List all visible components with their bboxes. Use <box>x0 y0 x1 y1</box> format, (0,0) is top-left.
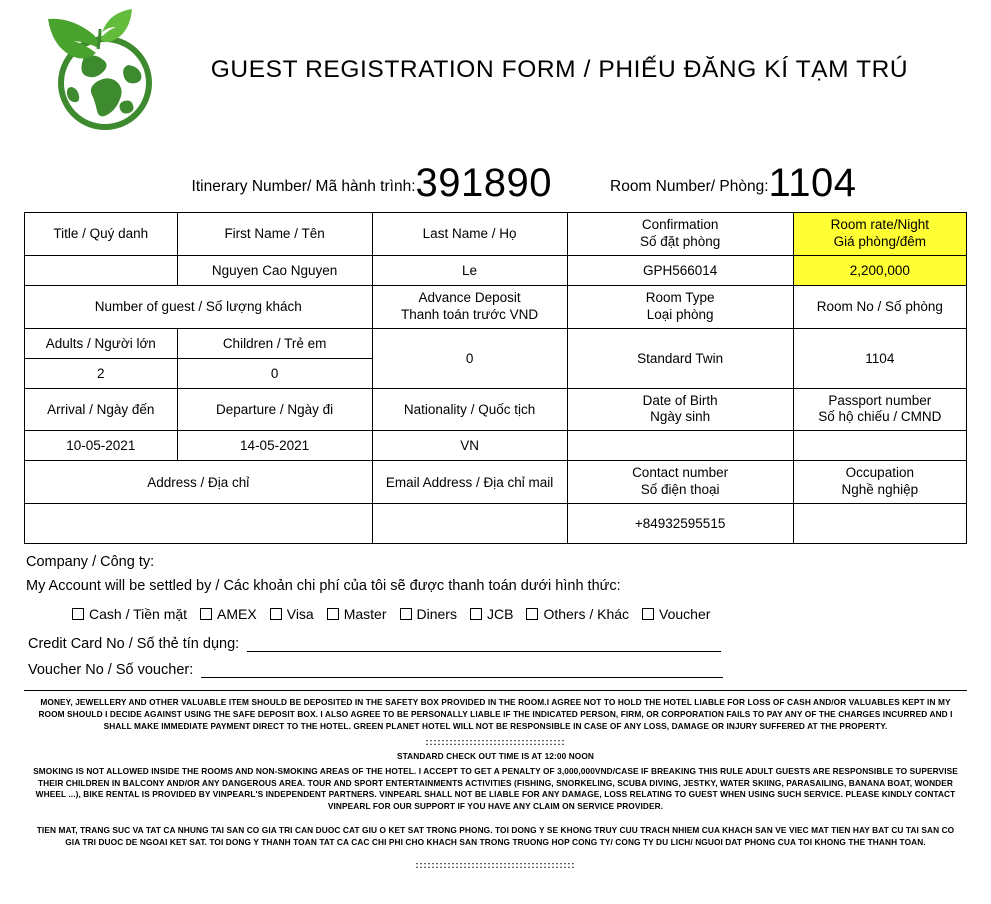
table-row <box>25 431 967 461</box>
voucher-field-row <box>26 662 965 678</box>
terms-paragraph-3: TIEN MAT, TRANG SUC VA TAT CA NHUNG TAI SAN CO GIA TRI CAN DUOC CAT GIU O KET SAT TRONG PHONG. TOI DONG Y SE KHONG TRUY CUU TRACH NHIEM CUA KHACH SAN VE VIEC MAT TIEN HAY BAT CU TAI SAN CO GIA TRI DUOC DE NGOAI KET SAT. TOI DONG Y THANH TOAN TAT CA CAC CHI PHI CHO KHACH SAN TRONG TRUONG HOP CONG TY/ CONG TY DU LICH/ NGUOI DAT PHONG CUA TOI KHONG THE THANH TOAN. <box>36 825 955 847</box>
cell-nationality-header: Nationality / Quốc tịch <box>372 388 567 431</box>
credit-card-label: Credit Card No / Số thẻ tín dụng: <box>28 636 240 652</box>
itinerary-room-line <box>24 146 967 205</box>
cell-deposit-value[interactable]: 0 <box>372 328 567 388</box>
cell-arrival-value[interactable]: 10-05-2021 <box>25 431 178 461</box>
cell-departure-header: Departure / Ngày đi <box>177 388 372 431</box>
passport-header-line2: Số hộ chiếu / CMND <box>818 409 942 425</box>
checkbox-others[interactable] <box>526 606 629 622</box>
checkbox-master[interactable] <box>327 606 387 622</box>
cell-email-header: Email Address / Địa chỉ mail <box>372 461 567 504</box>
itinerary-value: 391890 <box>415 161 552 205</box>
confirmation-header-line1: Confirmation <box>641 217 719 232</box>
terms-paragraph-2: SMOKING IS NOT ALLOWED INSIDE THE ROOMS AND NON-SMOKING AREAS OF THE HOTEL. I ACCEPT TO GET A PENALTY OF 3,000,000VND/CASE IF BREAKING THIS RULE ADULT GUESTS ARE RESPONSIBLE TO SUPERVISE THEIR CHILDREN IN BALCONY AND/OR ANY DANGEROUS AREA. TOUR AND SPORT ENTERTAINMENTS ACTIVITIES (FISHING, SNORKELING, SCUBA DIVING, JESTKY, WATER SKIING, PARASAILING, BANANA BOAT, WONDER WHEEL ...), BIKE RENTAL IS PROVIDED BY VINPEARL'S INDEPENDENT PARTNERS. VINPEARL SHALL NOT BE LIABLE FOR ANY DAMAGE, LOSS RELATING TO GUEST WHEN USING SUCH SERVICE. PLEASE KINDLY CONTACT VINPEARL FOR OUR SUPPORT IF YOU HAVE ANY CLAIM ON SERVICE PROVIDER. <box>33 765 958 812</box>
cell-roomtype-header <box>567 285 793 328</box>
checkbox-label: Others / Khác <box>543 606 630 622</box>
cell-firstname-value[interactable]: Nguyen Cao Nguyen <box>177 255 372 285</box>
roomtype-header-line1: Room Type <box>645 289 715 305</box>
checkbox-box-icon[interactable] <box>400 608 412 620</box>
roomrate-header-line1: Room rate/Night <box>830 217 929 232</box>
checkbox-amex[interactable] <box>200 606 257 622</box>
room-number-value: 1104 <box>768 161 857 205</box>
green-planet-globe-leaf-logo <box>32 5 182 135</box>
cell-contact-header <box>567 461 793 504</box>
cell-deposit-header <box>372 285 567 328</box>
cell-address-header: Address / Địa chỉ <box>25 461 373 504</box>
cell-email-value[interactable] <box>372 504 567 544</box>
occupation-header-line1: Occupation <box>845 465 914 481</box>
checkbox-cash[interactable] <box>72 606 187 622</box>
cell-children-header: Children / Trẻ em <box>177 328 372 358</box>
table-row <box>25 461 967 504</box>
payment-method-checkboxes <box>26 606 965 622</box>
room-number-label: Room Number/ Phòng: <box>610 178 769 195</box>
table-row <box>25 285 967 328</box>
roomrate-header-line2: Giá phòng/đêm <box>833 233 926 249</box>
cell-roomrate-value[interactable]: 2,200,000 <box>793 255 966 285</box>
terms-paragraph-1: MONEY, JEWELLERY AND OTHER VALUABLE ITEM SHOULD BE DEPOSITED IN THE SAFETY BOX PROVIDED IN THE ROOM.I AGREE NOT TO HOLD THE HOTEL LIABLE FOR LOSS OF CASH AND/OR VALUABLES KEPT IN MY ROOM SHOULD I DECIDE AGAINST USING THE SAFE DEPOSIT BOX. I ALSO AGREE TO BE PERSONALLY LIABLE IF THE INDICATED PERSON, FIRM, OR CORPORATION FAILS TO PAY ANY OF THE CHARGES INCURRED AND I SHALL MAKE IMMEDIATE PAYMENT DIRECT TO THE HOTEL. GREEN PLANET HOTEL WILL NOT BE RESPONSIBLE IN CASE OF ANY LOSS, DAMAGE OR INJURY SUFFERED AT THE PROPERTY. <box>38 697 953 731</box>
cell-departure-value[interactable]: 14-05-2021 <box>177 431 372 461</box>
cell-dob-value[interactable] <box>567 431 793 461</box>
checkbox-box-icon[interactable] <box>72 608 84 620</box>
checkbox-jcb[interactable] <box>470 606 513 622</box>
table-row <box>25 388 967 431</box>
checkbox-visa[interactable] <box>270 606 314 622</box>
cell-lastname-header: Last Name / Họ <box>372 213 567 256</box>
cell-title-value[interactable] <box>25 255 178 285</box>
confirmation-header-line2: Số đặt phòng <box>639 233 721 249</box>
cell-roomno-value[interactable]: 1104 <box>793 328 966 388</box>
cell-roomrate-header <box>793 213 966 256</box>
cell-passport-header <box>793 388 966 431</box>
cell-guests-header: Number of guest / Số lượng khách <box>25 285 373 328</box>
cell-children-value[interactable]: 0 <box>177 358 372 388</box>
cell-arrival-header: Arrival / Ngày đến <box>25 388 178 431</box>
checkbox-voucher[interactable] <box>642 606 710 622</box>
checkbox-label: Diners <box>416 606 457 622</box>
voucher-no-label: Voucher No / Số voucher: <box>28 662 194 678</box>
cell-dob-header <box>567 388 793 431</box>
company-label: Company / Công ty: <box>26 554 155 570</box>
table-row <box>25 504 967 544</box>
checkbox-label: Visa <box>286 606 314 622</box>
table-row <box>25 255 967 285</box>
payment-section <box>24 554 967 678</box>
roomtype-header-line2: Loại phòng <box>646 306 714 322</box>
checkout-time-note: STANDARD CHECK OUT TIME IS AT 12:00 NOON <box>397 751 594 762</box>
deposit-header-line2: Thanh toán trước VND <box>400 306 539 322</box>
checkbox-box-icon[interactable] <box>200 608 212 620</box>
cell-adults-header: Adults / Người lớn <box>25 328 178 358</box>
cell-passport-value[interactable] <box>793 431 966 461</box>
cell-roomtype-value[interactable]: Standard Twin <box>567 328 793 388</box>
dob-header-line1: Date of Birth <box>642 392 718 408</box>
table-row <box>25 328 967 358</box>
cell-occupation-header <box>793 461 966 504</box>
checkbox-label: Cash / Tiền mặt <box>89 606 188 622</box>
checkbox-box-icon[interactable] <box>470 608 482 620</box>
checkbox-label: AMEX <box>217 606 257 622</box>
guest-details-table <box>24 212 967 544</box>
cell-confirmation-header <box>567 213 793 256</box>
cell-address-value[interactable] <box>25 504 373 544</box>
terms-and-conditions <box>24 697 967 871</box>
settled-by-label: My Account will be settled by / Các khoản chi phí của tôi sẽ được thanh toán dưới hình thức: <box>26 578 621 594</box>
cell-contact-value[interactable]: +84932595515 <box>567 504 793 544</box>
room-group <box>552 161 959 205</box>
divider <box>24 690 967 691</box>
voucher-no-input[interactable] <box>201 664 723 678</box>
page-title: GUEST REGISTRATION FORM / PHIẾU ĐĂNG KÍ TẠM TRÚ <box>210 56 909 83</box>
title-container <box>182 56 967 84</box>
checkbox-box-icon[interactable] <box>526 608 538 620</box>
checkbox-label: Voucher <box>659 606 711 622</box>
credit-card-input[interactable] <box>247 638 721 652</box>
passport-header-line1: Passport number <box>828 392 932 408</box>
cell-lastname-value[interactable]: Le <box>372 255 567 285</box>
dotted-separator-2: :::::::::::::::::::::::::::::::::::::::: <box>415 859 576 870</box>
dotted-separator-1: ::::::::::::::::::::::::::::::::::: <box>425 737 566 748</box>
checkbox-box-icon[interactable] <box>642 608 654 620</box>
credit-card-field-row <box>26 636 965 652</box>
itinerary-group <box>32 161 552 205</box>
contact-header-line2: Số điện thoại <box>640 482 720 498</box>
checkbox-label: JCB <box>486 606 514 622</box>
contact-header-line1: Contact number <box>632 465 729 481</box>
cell-roomno-header: Room No / Số phòng <box>793 285 966 328</box>
cell-title-header: Title / Quý danh <box>25 213 178 256</box>
checkbox-box-icon[interactable] <box>327 608 339 620</box>
dob-header-line2: Ngày sinh <box>650 409 711 425</box>
cell-adults-value[interactable]: 2 <box>25 358 178 388</box>
cell-confirmation-value[interactable]: GPH566014 <box>567 255 793 285</box>
document-header <box>24 0 967 140</box>
deposit-header-line1: Advance Deposit <box>418 289 521 305</box>
table-row <box>25 213 967 256</box>
occupation-header-line2: Nghề nghiệp <box>841 482 919 498</box>
checkbox-box-icon[interactable] <box>270 608 282 620</box>
checkbox-label: Master <box>343 606 387 622</box>
cell-occupation-value[interactable] <box>793 504 966 544</box>
itinerary-label: Itinerary Number/ Mã hành trình: <box>191 178 416 195</box>
cell-firstname-header: First Name / Tên <box>177 213 372 256</box>
cell-nationality-value[interactable]: VN <box>372 431 567 461</box>
checkbox-diners[interactable] <box>400 606 457 622</box>
